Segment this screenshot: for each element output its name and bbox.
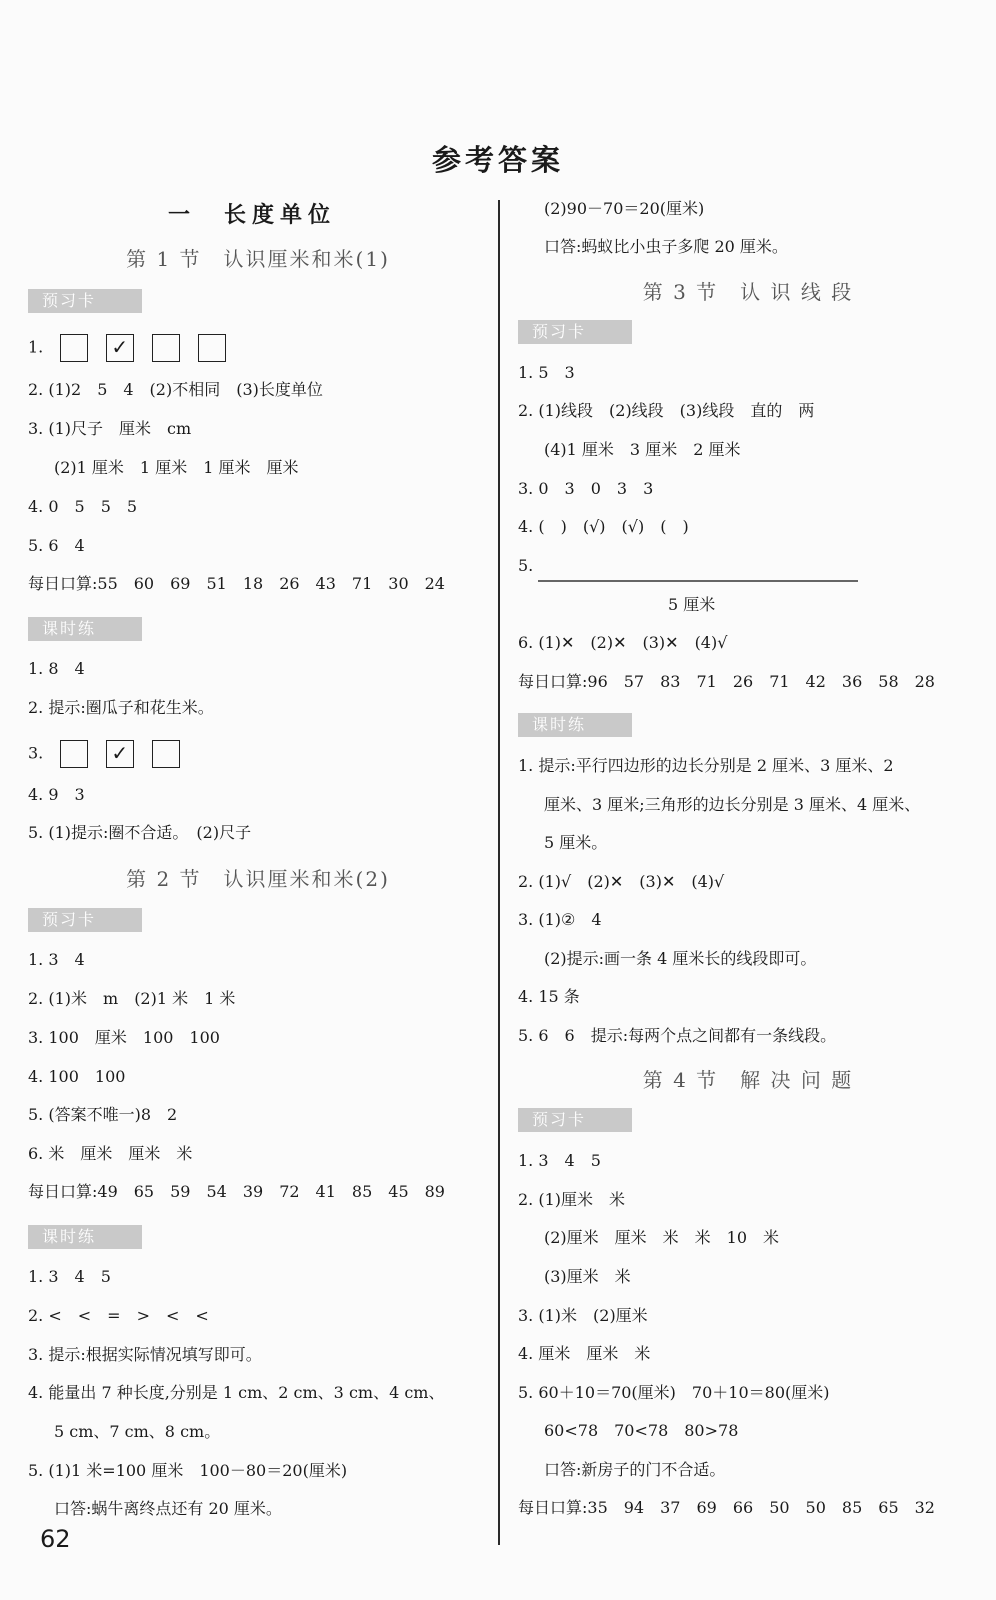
answer-line: 4. ( ) (√) (√) ( ) (518, 517, 689, 536)
item-number: 1. (28, 337, 44, 357)
answer-3-boxes (28, 740, 198, 768)
tag-practice: 课时练 (28, 617, 142, 641)
answer-line: 2. (1)米 m (2)1 米 1 米 (28, 989, 236, 1008)
daily-calc-line: 每日口算:49 65 59 54 39 72 41 85 45 89 (28, 1182, 445, 1201)
tag-practice: 课时练 (28, 1225, 142, 1249)
answer-line: 3. (1)米 (2)厘米 (518, 1306, 648, 1325)
answer-line: (2)90－70＝20(厘米) (544, 199, 705, 218)
answer-line: 2. < < = > < < (28, 1306, 209, 1325)
answer-line: 4. 0 5 5 5 (28, 497, 138, 516)
right-column (518, 0, 983, 1600)
answer-line: 4. 能量出 7 种长度,分别是 1 cm、2 cm、3 cm、4 cm、 (28, 1383, 445, 1402)
section-4-heading: 第 4 节 解 决 问 题 (642, 1068, 854, 1092)
tag-preview: 预习卡 (518, 320, 632, 344)
answer-line: 口答:新房子的门不合适。 (544, 1460, 726, 1479)
answer-line: (2)厘米 厘米 米 米 10 米 (544, 1228, 780, 1247)
answer-line: 60<78 70<78 80>78 (544, 1421, 739, 1440)
answer-line: 2. (1)√ (2)✕ (3)✕ (4)√ (518, 872, 725, 891)
daily-calc-line: 每日口算:55 60 69 51 18 26 43 71 30 24 (28, 574, 445, 593)
tag-practice: 课时练 (518, 713, 632, 737)
answer-line: 1. 8 4 (28, 659, 85, 678)
left-column (28, 0, 498, 1600)
answer-box (198, 334, 226, 362)
column-divider (498, 200, 500, 1545)
answer-line: 口答:蚂蚁比小虫子多爬 20 厘米。 (544, 237, 788, 256)
answer-line: (2)1 厘米 1 厘米 1 厘米 厘米 (54, 458, 299, 477)
item-number: 3. (28, 743, 44, 763)
answer-box-checked (106, 740, 134, 768)
page-title: 参考答案 (431, 143, 564, 177)
page-number: 62 (40, 1525, 71, 1553)
answer-line: 3. (1)② 4 (518, 910, 602, 929)
answer-line: 4. 15 条 (518, 987, 580, 1006)
answer-box (60, 740, 88, 768)
answer-line: 厘米、3 厘米;三角形的边长分别是 3 厘米、4 厘米、 (544, 795, 921, 814)
answer-line: 1. 3 4 (28, 950, 85, 969)
unit-title: 一 长度单位 (168, 203, 337, 228)
segment-label: 5 厘米 (668, 595, 716, 614)
answer-line: (2)提示:画一条 4 厘米长的线段即可。 (544, 949, 817, 968)
answer-line: 5. (518, 556, 534, 575)
answer-line: 4. 9 3 (28, 785, 85, 804)
answer-line: 1. 3 4 5 (518, 1151, 601, 1170)
answer-box (152, 334, 180, 362)
answer-line: (4)1 厘米 3 厘米 2 厘米 (544, 440, 741, 459)
daily-calc-line: 每日口算:35 94 37 69 66 50 50 85 65 32 (518, 1498, 935, 1517)
answer-line: 5. 6 4 (28, 536, 85, 555)
answer-line: 5 厘米。 (544, 833, 608, 852)
tag-preview: 预习卡 (28, 908, 142, 932)
answer-line: 3. 0 3 0 3 3 (518, 479, 654, 498)
answer-line: 4. 100 100 (28, 1067, 126, 1086)
section-2-heading: 第 2 节 认识厘米和米(2) (126, 867, 390, 891)
answer-line: 1. 提示:平行四边形的边长分别是 2 厘米、3 厘米、2 (518, 756, 894, 775)
segment-drawing (538, 580, 858, 582)
answer-box (152, 740, 180, 768)
answer-line: 5. (1)1 米=100 厘米 100－80＝20(厘米) (28, 1461, 348, 1480)
answer-line: 5 cm、7 cm、8 cm。 (54, 1422, 221, 1441)
answer-1-boxes (28, 334, 244, 362)
tag-preview: 预习卡 (28, 289, 142, 313)
answer-line: 2. (1)线段 (2)线段 (3)线段 直的 两 (518, 401, 815, 420)
answer-line: 6. 米 厘米 厘米 米 (28, 1144, 193, 1163)
answer-line: 5. (1)提示:圈不合适。 (2)尺子 (28, 823, 252, 842)
answer-line: 3. (1)尺子 厘米 cm (28, 419, 192, 438)
answer-line: 2. (1)厘米 米 (518, 1190, 626, 1209)
section-3-heading: 第 3 节 认 识 线 段 (642, 280, 854, 304)
answer-line: 3. 提示:根据实际情况填写即可。 (28, 1345, 262, 1364)
answer-line: 2. 提示:圈瓜子和花生米。 (28, 698, 214, 717)
section-1-heading: 第 1 节 认识厘米和米(1) (126, 247, 390, 271)
tag-preview: 预习卡 (518, 1108, 632, 1132)
answer-line: 5. 6 6 提示:每两个点之间都有一条线段。 (518, 1026, 837, 1045)
answer-box (60, 334, 88, 362)
answer-line: 6. (1)✕ (2)✕ (3)✕ (4)√ (518, 633, 728, 652)
answer-line: 5. (答案不唯一)8 2 (28, 1105, 178, 1124)
answer-line: 4. 厘米 厘米 米 (518, 1344, 651, 1363)
answer-line: (3)厘米 米 (544, 1267, 631, 1286)
answer-line: 口答:蜗牛离终点还有 20 厘米。 (54, 1499, 282, 1518)
daily-calc-line: 每日口算:96 57 83 71 26 71 42 36 58 28 (518, 672, 935, 691)
answer-line: 5. 60＋10＝70(厘米) 70＋10＝80(厘米) (518, 1383, 830, 1402)
answer-box-checked (106, 334, 134, 362)
answer-line: 3. 100 厘米 100 100 (28, 1028, 220, 1047)
answer-line: 1. 5 3 (518, 363, 575, 382)
answer-line: 2. (1)2 5 4 (2)不相同 (3)长度单位 (28, 380, 323, 399)
answer-line: 1. 3 4 5 (28, 1267, 111, 1286)
